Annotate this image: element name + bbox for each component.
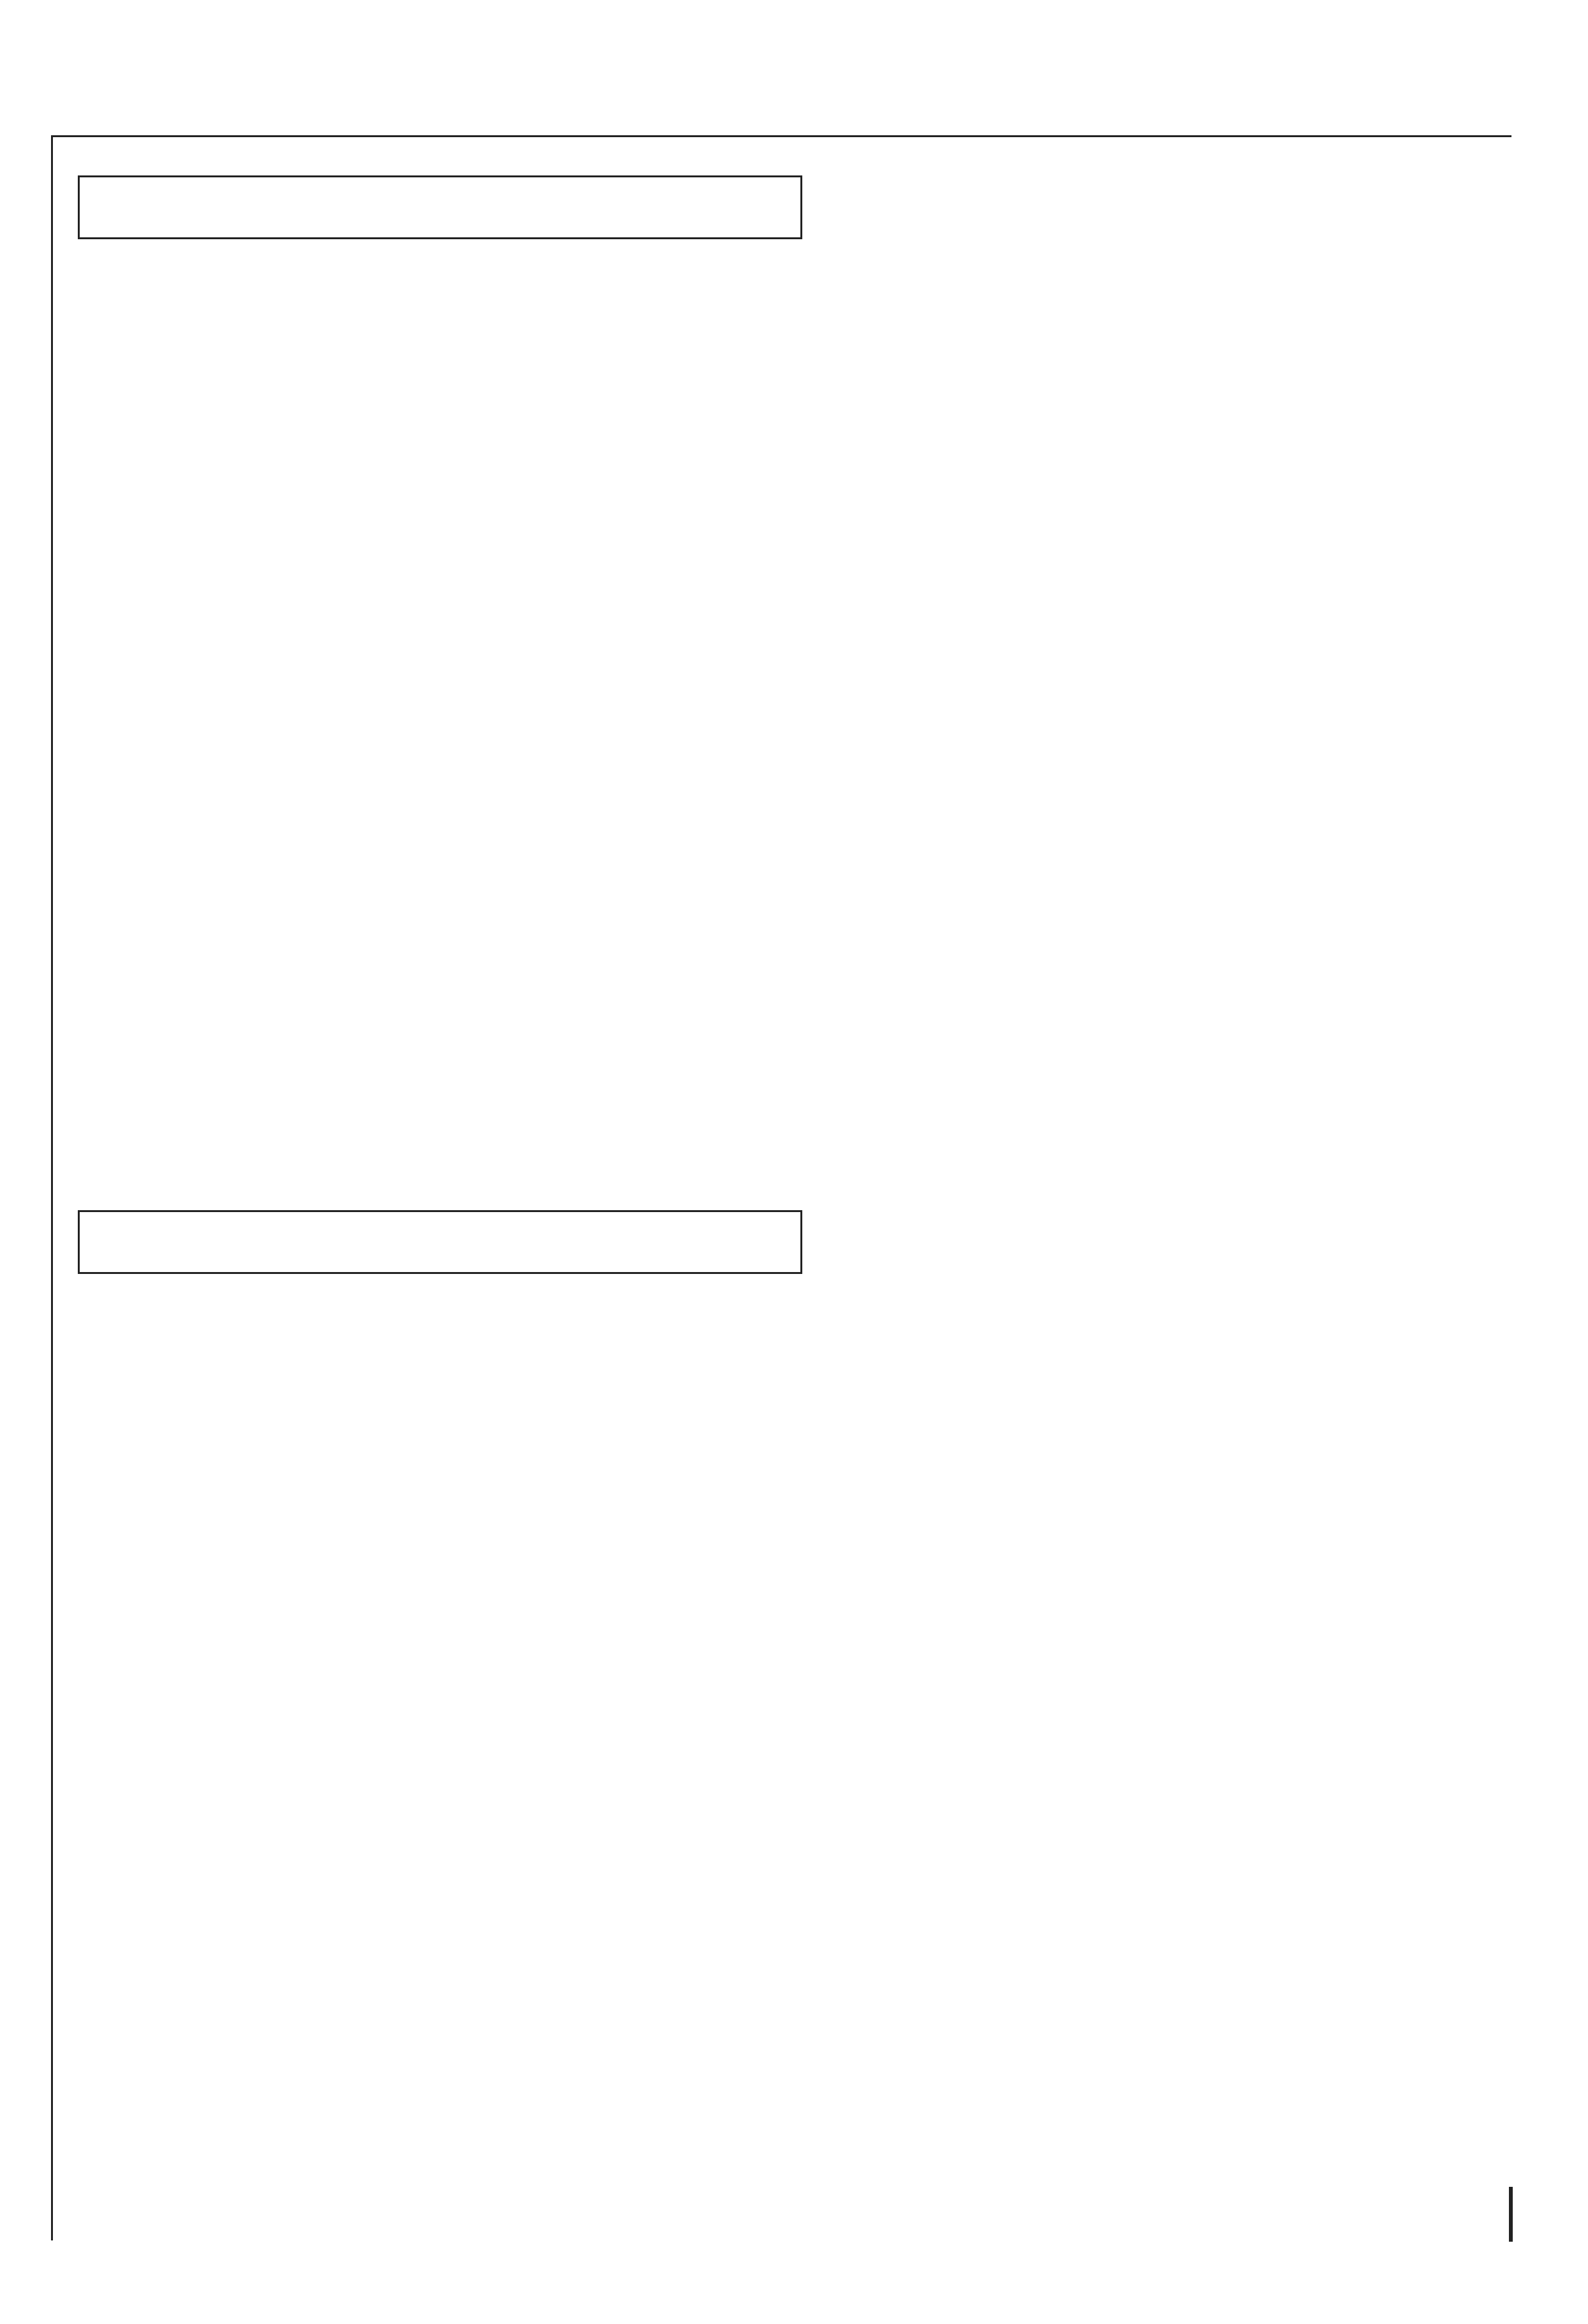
- outer-border-left: [51, 135, 53, 2240]
- stamp-top: [78, 175, 802, 239]
- stamp-top: [78, 1210, 802, 1274]
- outer-border-top: [51, 135, 1511, 137]
- page-number: [1509, 2187, 1513, 2242]
